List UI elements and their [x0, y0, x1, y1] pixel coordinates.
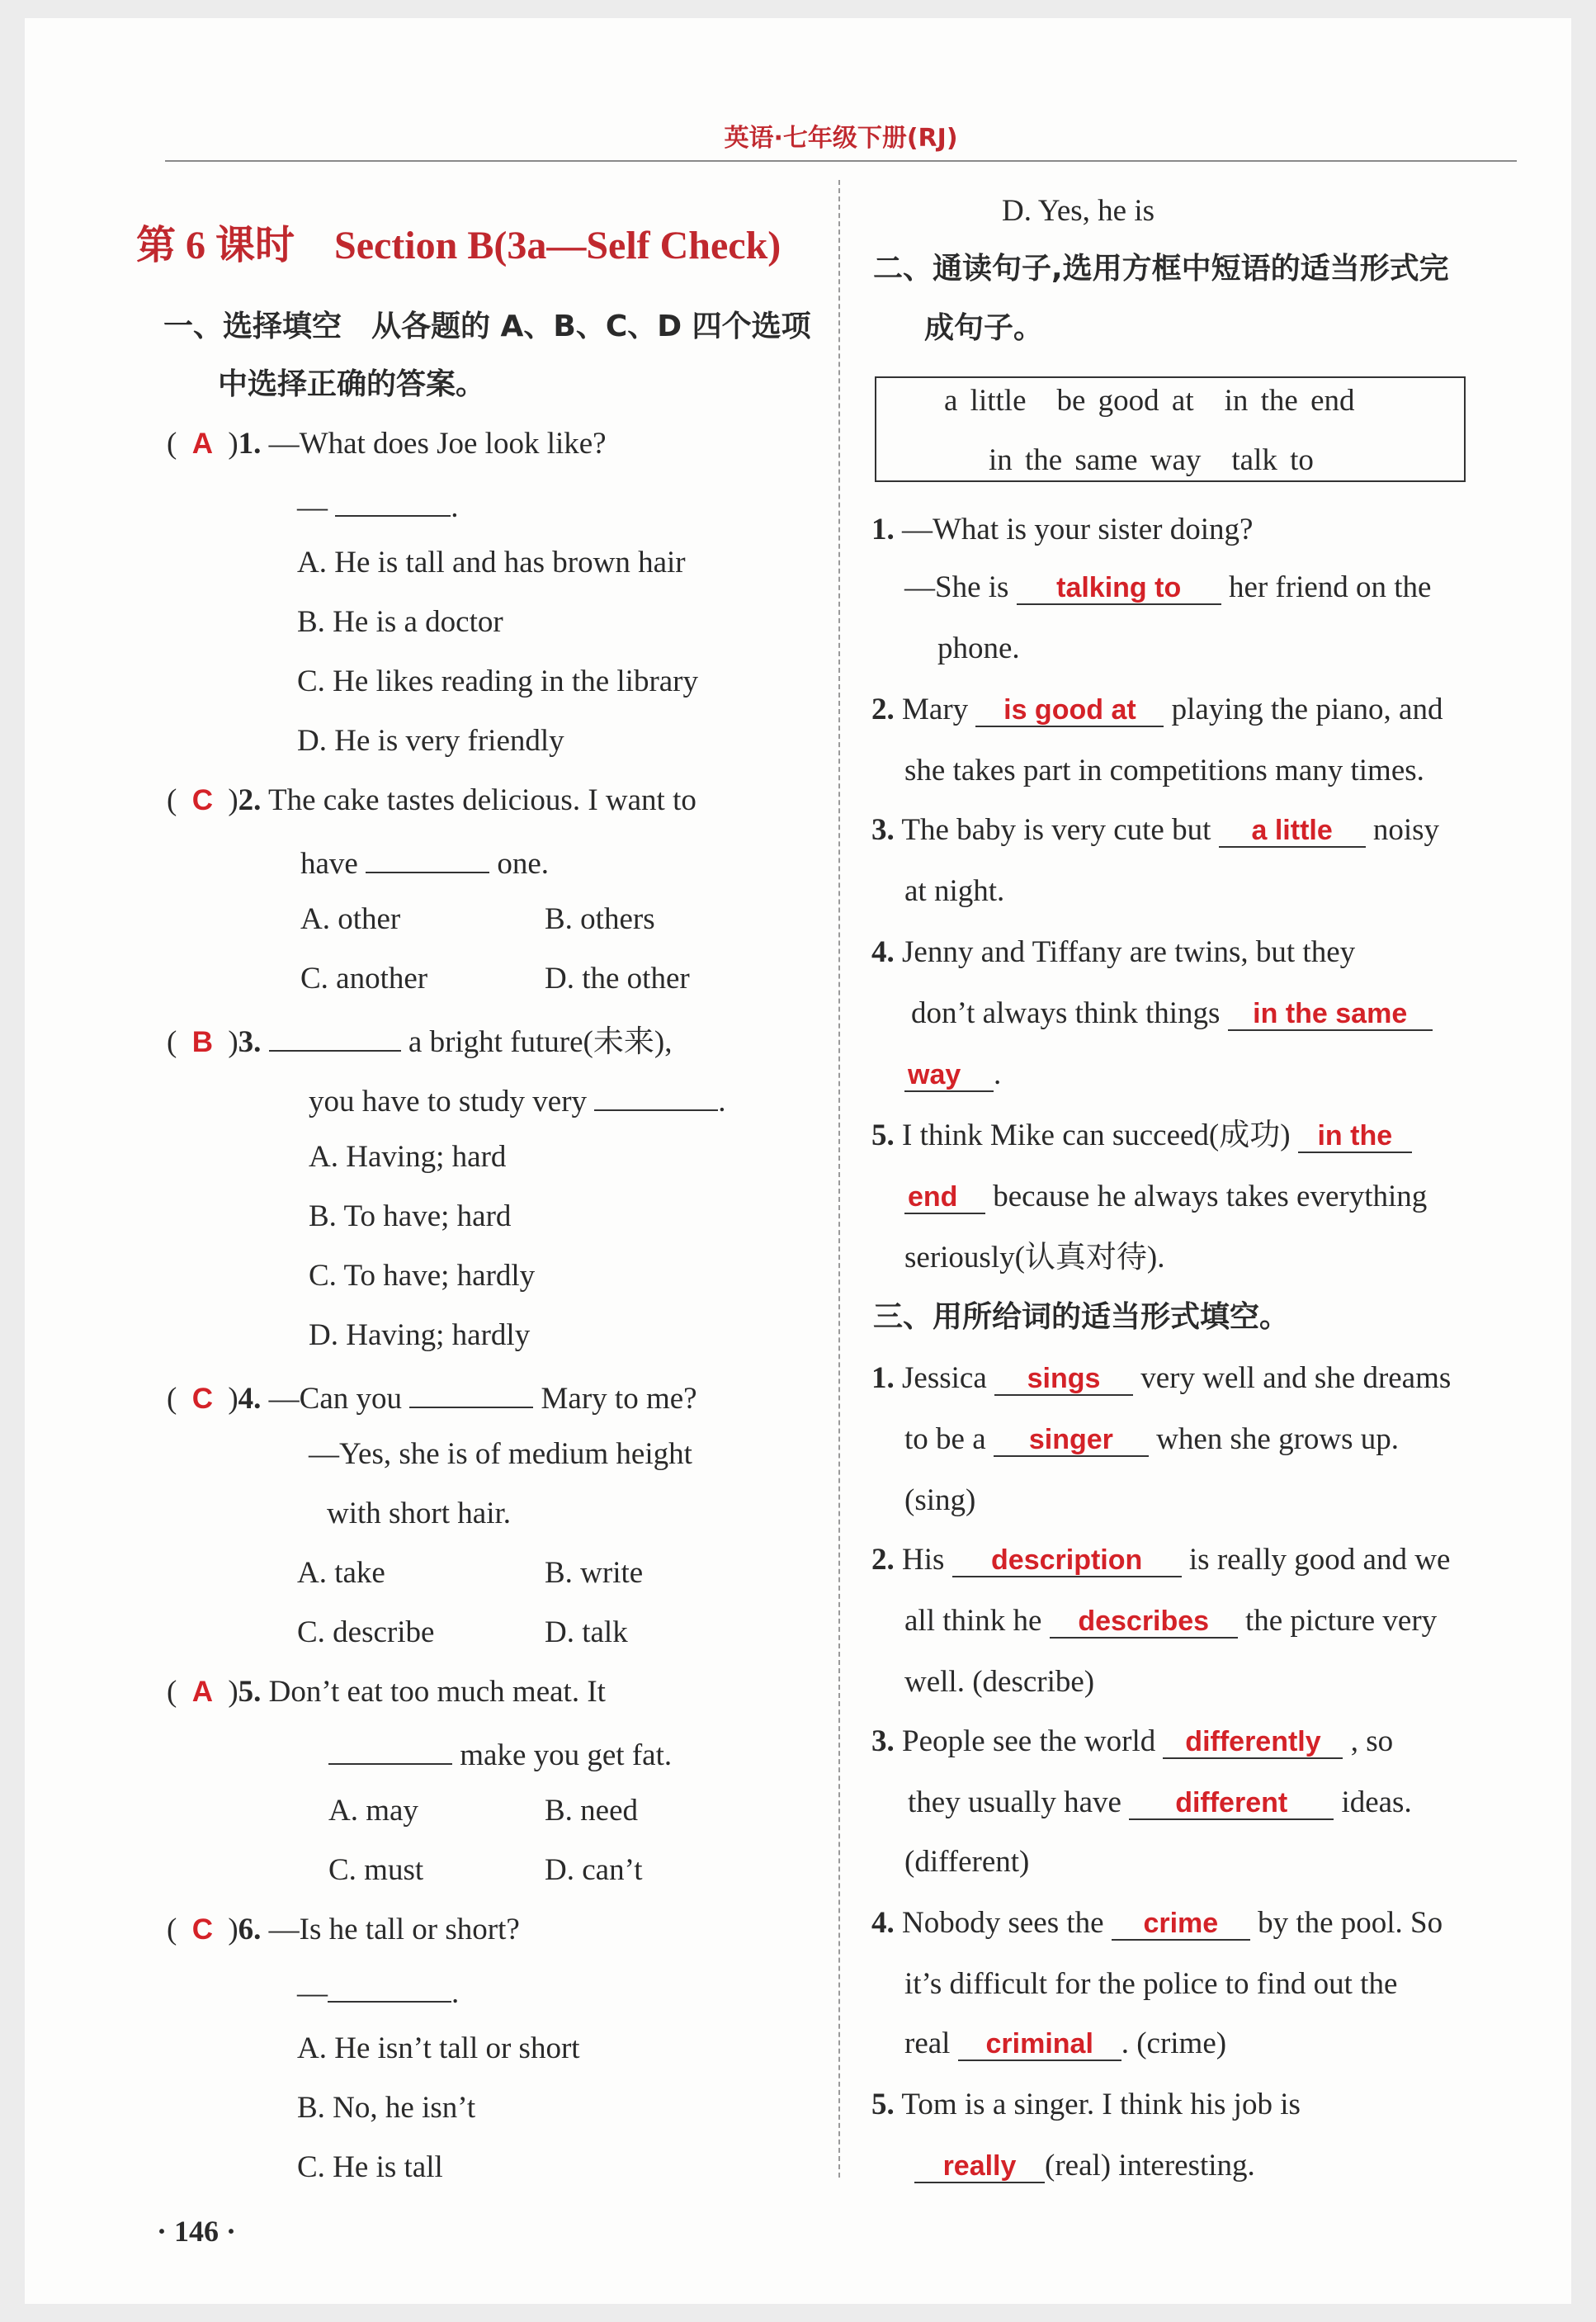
p2-question-1: 1. —What is your sister doing? — [871, 513, 1254, 546]
blank — [328, 1971, 451, 2003]
phrase-box-row2: in the same way talk to — [989, 443, 1314, 477]
phrase-box-row1: a little be good at in the end — [944, 384, 1355, 418]
filled-answer: in the — [1298, 1120, 1412, 1153]
q2-option-b: B. others — [545, 902, 655, 936]
q3-option-d: D. Having; hardly — [309, 1318, 531, 1352]
q4-line2: —Yes, she is of medium height — [309, 1437, 692, 1471]
q6-option-c: C. He is tall — [297, 2150, 443, 2184]
q4-option-a: A. take — [297, 1556, 385, 1590]
blank — [409, 1377, 533, 1408]
p3-question-4: 4. Nobody sees the crime by the pool. So — [871, 1906, 1443, 1940]
filled-answer: a little — [1219, 815, 1366, 848]
p3-q2-line2: all think he describes the picture very — [904, 1604, 1438, 1638]
p3-question-3: 3. People see the world differently , so — [871, 1724, 1394, 1758]
answer-3: B — [191, 1026, 213, 1058]
page-number: · 146 · — [157, 2215, 237, 2248]
q3-option-a: A. Having; hard — [309, 1140, 507, 1174]
p2-q5-line2: end because he always takes everything — [904, 1179, 1427, 1215]
q4-option-c: C. describe — [297, 1615, 435, 1649]
q2-option-a: A. other — [300, 902, 401, 936]
workbook-page — [25, 18, 1571, 2304]
blank — [335, 485, 451, 517]
q1-option-b: B. He is a doctor — [297, 605, 503, 639]
filled-answer: criminal — [958, 2028, 1121, 2061]
blank — [269, 1020, 401, 1052]
q2-line2: have one. — [300, 842, 549, 882]
p2-question-5: 5. I think Mike can succeed(成功) in the — [871, 1118, 1412, 1154]
q1-option-c: C. He likes reading in the library — [297, 664, 699, 698]
blank — [366, 842, 489, 873]
p2-q1-line2: —She is talking to her friend on the — [904, 570, 1432, 604]
filled-answer: different — [1129, 1787, 1334, 1820]
q1-option-d: D. He is very friendly — [297, 724, 564, 758]
question-4: ( C )4. —Can you Mary to me? — [167, 1377, 697, 1417]
blank — [328, 1733, 452, 1765]
p3-q4-line3: real criminal . (crime) — [904, 2026, 1227, 2060]
filled-answer: describes — [1050, 1606, 1238, 1639]
page-header: 英语·七年级下册(RJ) — [724, 124, 958, 153]
p2-q4-line2: don’t always think things in the same — [911, 995, 1433, 1032]
answer-1: A — [191, 428, 213, 460]
p3-q2-hint: well. (describe) — [904, 1665, 1095, 1699]
p3-q3-line2: they usually have different ideas. — [908, 1785, 1412, 1819]
p3-q4-line2: it’s difficult for the police to find out the — [904, 1967, 1398, 2001]
q5-option-b: B. need — [545, 1794, 639, 1828]
p2-q5-line3: seriously(认真对待). — [904, 1241, 1165, 1274]
filled-answer: crime — [1112, 1908, 1250, 1941]
filled-answer: description — [952, 1544, 1182, 1577]
p2-q3-line2: at night. — [904, 874, 1005, 908]
answer-5: A — [191, 1676, 213, 1708]
q6-option-a: A. He isn’t tall or short — [297, 2031, 580, 2065]
p3-q1-hint: (sing) — [904, 1483, 976, 1517]
question-2: ( C )2. The cake tastes delicious. I want to — [167, 783, 696, 817]
q3-option-c: C. To have; hardly — [309, 1259, 536, 1293]
q6-answer-line: — . — [297, 1971, 459, 2012]
q5-option-a: A. may — [328, 1794, 418, 1828]
filled-answer: differently — [1163, 1726, 1343, 1759]
p2-question-3: 3. The baby is very cute but a little noisy — [871, 813, 1440, 847]
filled-answer: singer — [994, 1424, 1149, 1457]
p2-q4-line3: way . — [904, 1057, 1001, 1093]
question-6: ( C )6. —Is he tall or short? — [167, 1913, 520, 1946]
q5-line2: make you get fat. — [328, 1733, 672, 1774]
q3-option-b: B. To have; hard — [309, 1199, 512, 1233]
part3-heading: 三、用所给词的适当形式填空。 — [873, 1300, 1290, 1334]
p2-q2-line2: she takes part in competitions many times. — [904, 754, 1424, 787]
p3-question-2: 2. His description is really good and we — [871, 1543, 1451, 1577]
q5-option-c: C. must — [328, 1853, 424, 1887]
part2-heading-line1: 二、通读句子,选用方框中短语的适当形式完 — [873, 252, 1449, 286]
answer-4: C — [191, 1383, 213, 1415]
p3-q3-hint: (different) — [904, 1845, 1030, 1879]
q2-option-d: D. the other — [545, 962, 690, 995]
answer-2: C — [191, 784, 213, 816]
p2-question-2: 2. Mary is good at playing the piano, and — [871, 693, 1443, 726]
p2-question-4: 4. Jenny and Tiffany are twins, but they — [871, 935, 1356, 969]
q3-line2: you have to study very . — [309, 1080, 726, 1120]
q4-option-b: B. write — [545, 1556, 644, 1590]
filled-answer: way — [904, 1059, 994, 1092]
lesson-title: 第 6 课时 Section B(3a—Self Check) — [136, 224, 781, 267]
q5-option-d: D. can’t — [545, 1853, 643, 1887]
q1-answer-line: — . — [297, 485, 459, 526]
filled-answer: talking to — [1017, 572, 1221, 605]
q6-option-b: B. No, he isn’t — [297, 2091, 476, 2125]
q6-option-d: D. Yes, he is — [1002, 194, 1155, 228]
filled-answer: end — [904, 1181, 985, 1214]
p3-question-1: 1. Jessica sings very well and she dreams — [871, 1361, 1452, 1395]
p3-q1-line2: to be a singer when she grows up. — [904, 1422, 1400, 1456]
filled-answer: really — [914, 2150, 1045, 2183]
part2-heading-line2: 成句子。 — [924, 311, 1044, 345]
p2-q1-line3: phone. — [937, 631, 1020, 665]
question-1: ( A )1. —What does Joe look like? — [167, 427, 607, 461]
part1-heading-line1: 一、选择填空 从各题的 A、B、C、D 四个选项 — [163, 310, 811, 343]
blank — [594, 1080, 718, 1111]
answer-6: C — [191, 1913, 213, 1946]
column-divider — [838, 180, 840, 2178]
q4-line3: with short hair. — [327, 1497, 512, 1530]
q1-option-a: A. He is tall and has brown hair — [297, 546, 686, 579]
filled-answer: is good at — [975, 694, 1164, 727]
q2-option-c: C. another — [300, 962, 428, 995]
header-rule — [165, 160, 1517, 162]
part1-heading-line2: 中选择正确的答案。 — [218, 367, 486, 401]
p3-q5-line2: really (real) interesting. — [914, 2148, 1255, 2184]
q4-option-d: D. talk — [545, 1615, 628, 1649]
filled-answer: in the same — [1228, 998, 1433, 1031]
p3-question-5: 5. Tom is a singer. I think his job is — [871, 2088, 1301, 2121]
question-3: ( B )3. a bright future(未来), — [167, 1020, 672, 1061]
filled-answer: sings — [994, 1363, 1133, 1396]
question-5: ( A )5. Don’t eat too much meat. It — [167, 1675, 606, 1709]
